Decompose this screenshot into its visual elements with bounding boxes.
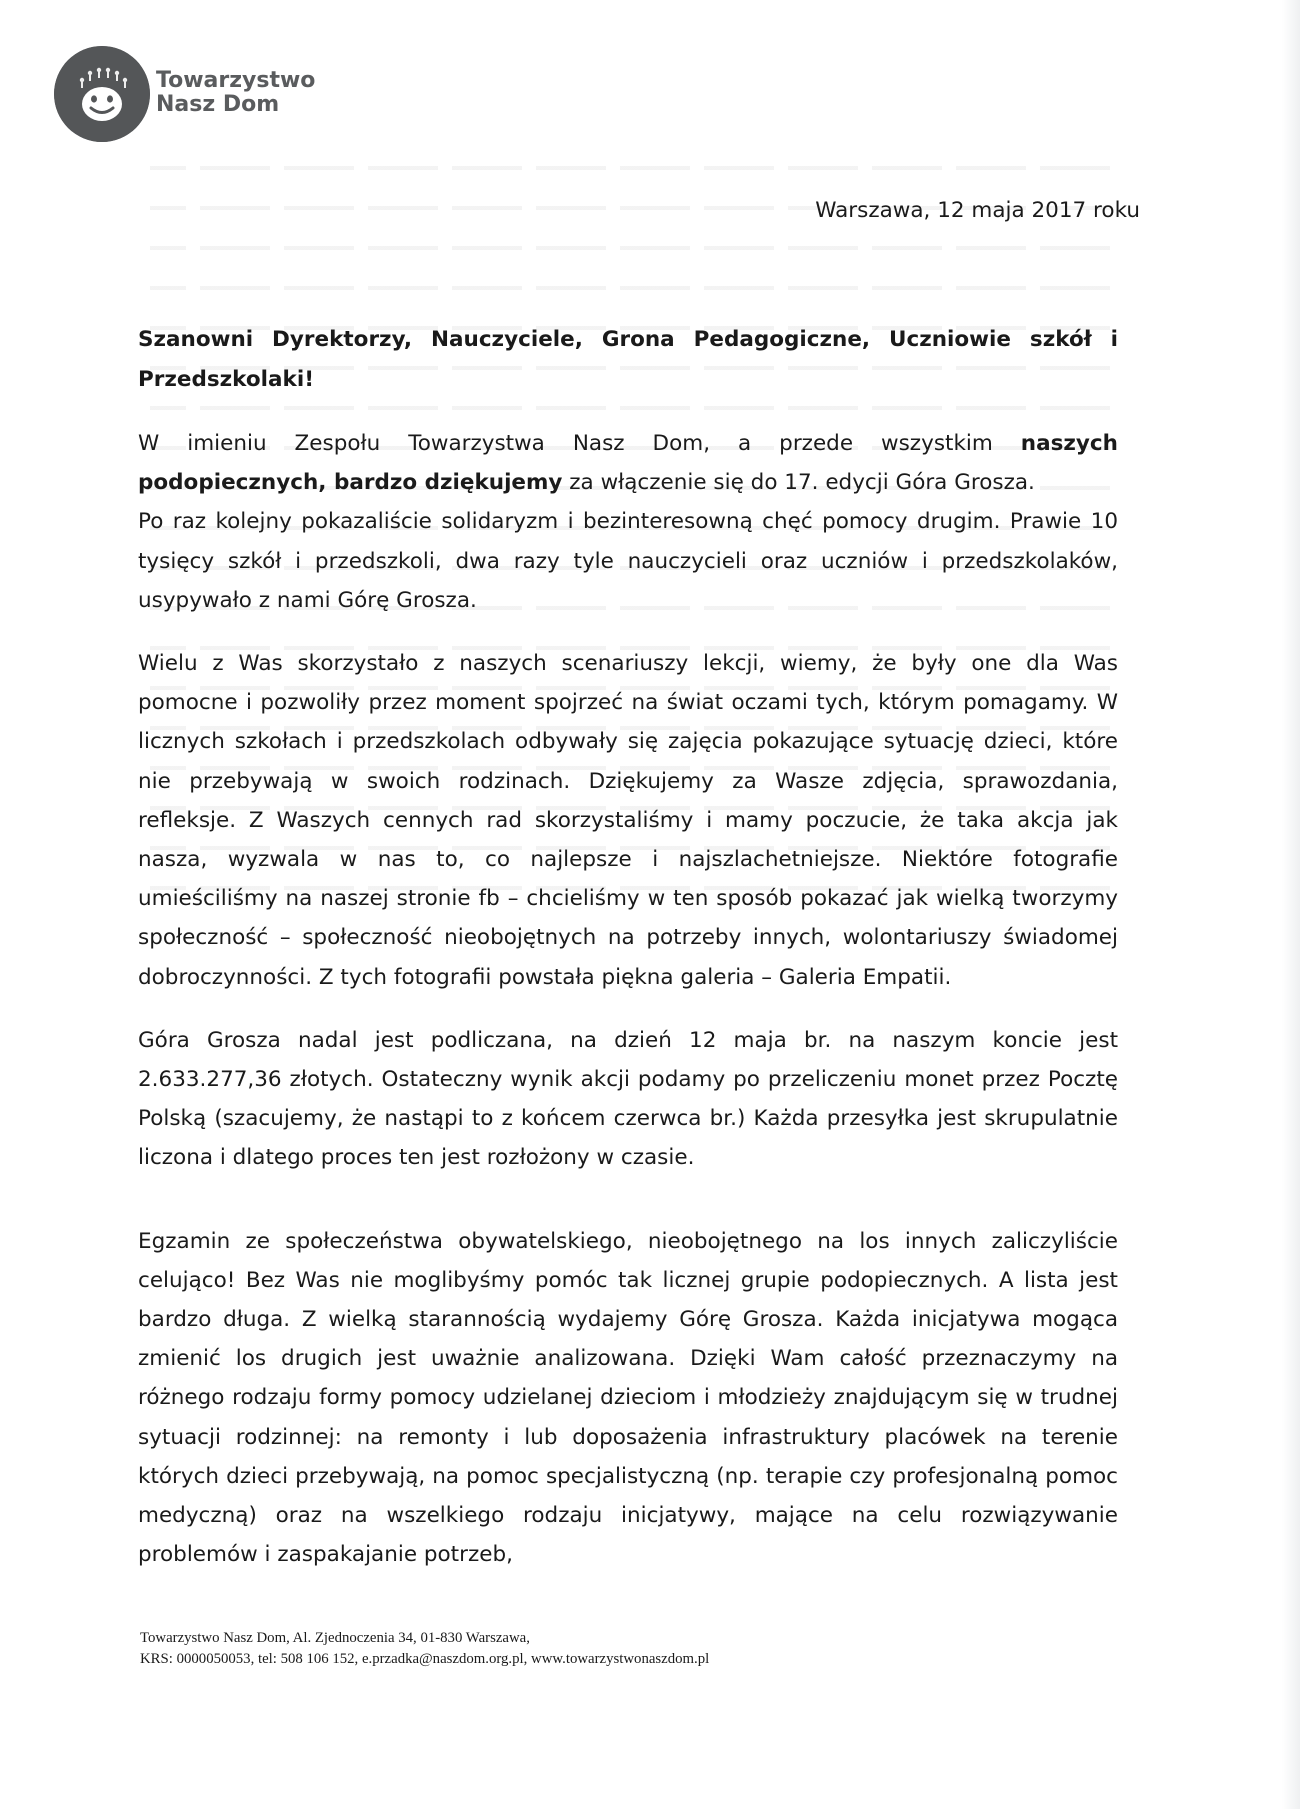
logo-line-2: Nasz Dom [156, 92, 280, 117]
logo-line-1: Towarzystwo [156, 68, 316, 93]
letter-greeting: Szanowni Dyrektorzy, Nauczyciele, Grona Pedagogiczne, Uczniowie szkół i Przedszkolaki! [138, 327, 1118, 392]
letter-body [138, 320, 1118, 1598]
paragraph-total: Góra Grosza nadal jest podliczana, na dzień 12 maja br. na naszym koncie jest 2.633.277,36 złotych. Ostateczny wynik akcji podamy po przeliczeniu monet przez Pocztę Polską (szacujemy, że nastąpi to z końcem czerwca br.) Każda przesyłka jest skrupulatnie liczona i dlatego proces ten jest rozłożony w czasie. [138, 1027, 1118, 1171]
paragraph-thanks-part-d: Po raz kolejny pokazaliście solidaryzm i bezinteresowną chęć pomocy drugim. Prawie 10 tysięcy szkół i przedszkoli, dwa razy tyle nauczycieli oraz uczniów i przedszkolaków, usypywało z nami Górę Grosza. [138, 509, 1118, 613]
letter-date: Warszawa, 12 maja 2017 roku [815, 198, 1140, 223]
paragraph-thanks-bold: naszych podopiecznych, bardzo dziękujemy [138, 431, 1118, 496]
letter-footer [140, 1628, 709, 1670]
scan-edge-shadow [1282, 0, 1300, 1809]
paragraph-thanks-part-a: W imieniu Zespołu Towarzystwa Nasz Dom, a przede wszystkim [138, 431, 1021, 456]
paragraph-thanks-part-c: za włączenie się do 17. edycji Góra Grosza. [562, 470, 1035, 496]
smiley-logo-icon [54, 46, 150, 142]
paragraph-thanks [138, 424, 1118, 620]
footer-address: Towarzystwo Nasz Dom, Al. Zjednoczenia 34, 01-830 Warszawa, [140, 1630, 530, 1646]
footer-contact: KRS: 0000050053, tel: 508 106 152, e.przadka@naszdom.org.pl, www.towarzystwonaszdom.pl [140, 1651, 710, 1667]
paragraph-exam: Egzamin ze społeczeństwa obywatelskiego, nieobojętnego na los innych zaliczyliście celująco! Bez Was nie moglibyśmy pomóc tak licznej grupie podopiecznych. A lista jest bardzo długa. Z wielką starannością wydajemy Górę Grosza. Każda inicjatywa mogąca zmienić los drugich jest uważnie analizowana. Dzięki Wam całość przeznaczymy na różnego rodzaju formy pomocy udzielanej dzieciom i młodzieży znajdującym się w trudnej sytuacji rodzinnej: na remonty i lub doposażenia infrastruktury placówek na terenie których dzieci przebywają, na pomoc specjalistyczną (np. terapie czy profesjonalną pomoc medyczną) oraz na wszelkiego rodzaju inicjatywy, mające na celu rozwiązywanie problemów i zaspakajanie potrzeb, [138, 1228, 1118, 1568]
paragraph-scenarios: Wielu z Was skorzystało z naszych scenariuszy lekcji, wiemy, że były one dla Was pomocne i pozwoliły przez moment spojrzeć na świat oczami tych, którym pomagamy. W licznych szkołach i przedszkolach odbywały się zajęcia pokazujące sytuację dzieci, które nie przebywają w swoich rodzinach. Dziękujemy za Wasze zdjęcia, sprawozdania, refleksje. Z Waszych cennych rad skorzystaliśmy i mamy poczucie, że taka akcja jak nasza, wyzwala w nas to, co najlepsze i najszlachetniejsze. Niektóre fotografie umieściliśmy na naszej stronie fb – chcieliśmy w ten sposób pokazać jak wielką tworzymy społeczność – społeczność nieobojętnych na potrzeby innych, wolontariuszy świadomej dobroczynności. Z tych fotografii powstała piękna galeria – Galeria Empatii. [138, 651, 1118, 990]
organization-logo [54, 46, 315, 142]
logo-wordmark [156, 69, 315, 117]
